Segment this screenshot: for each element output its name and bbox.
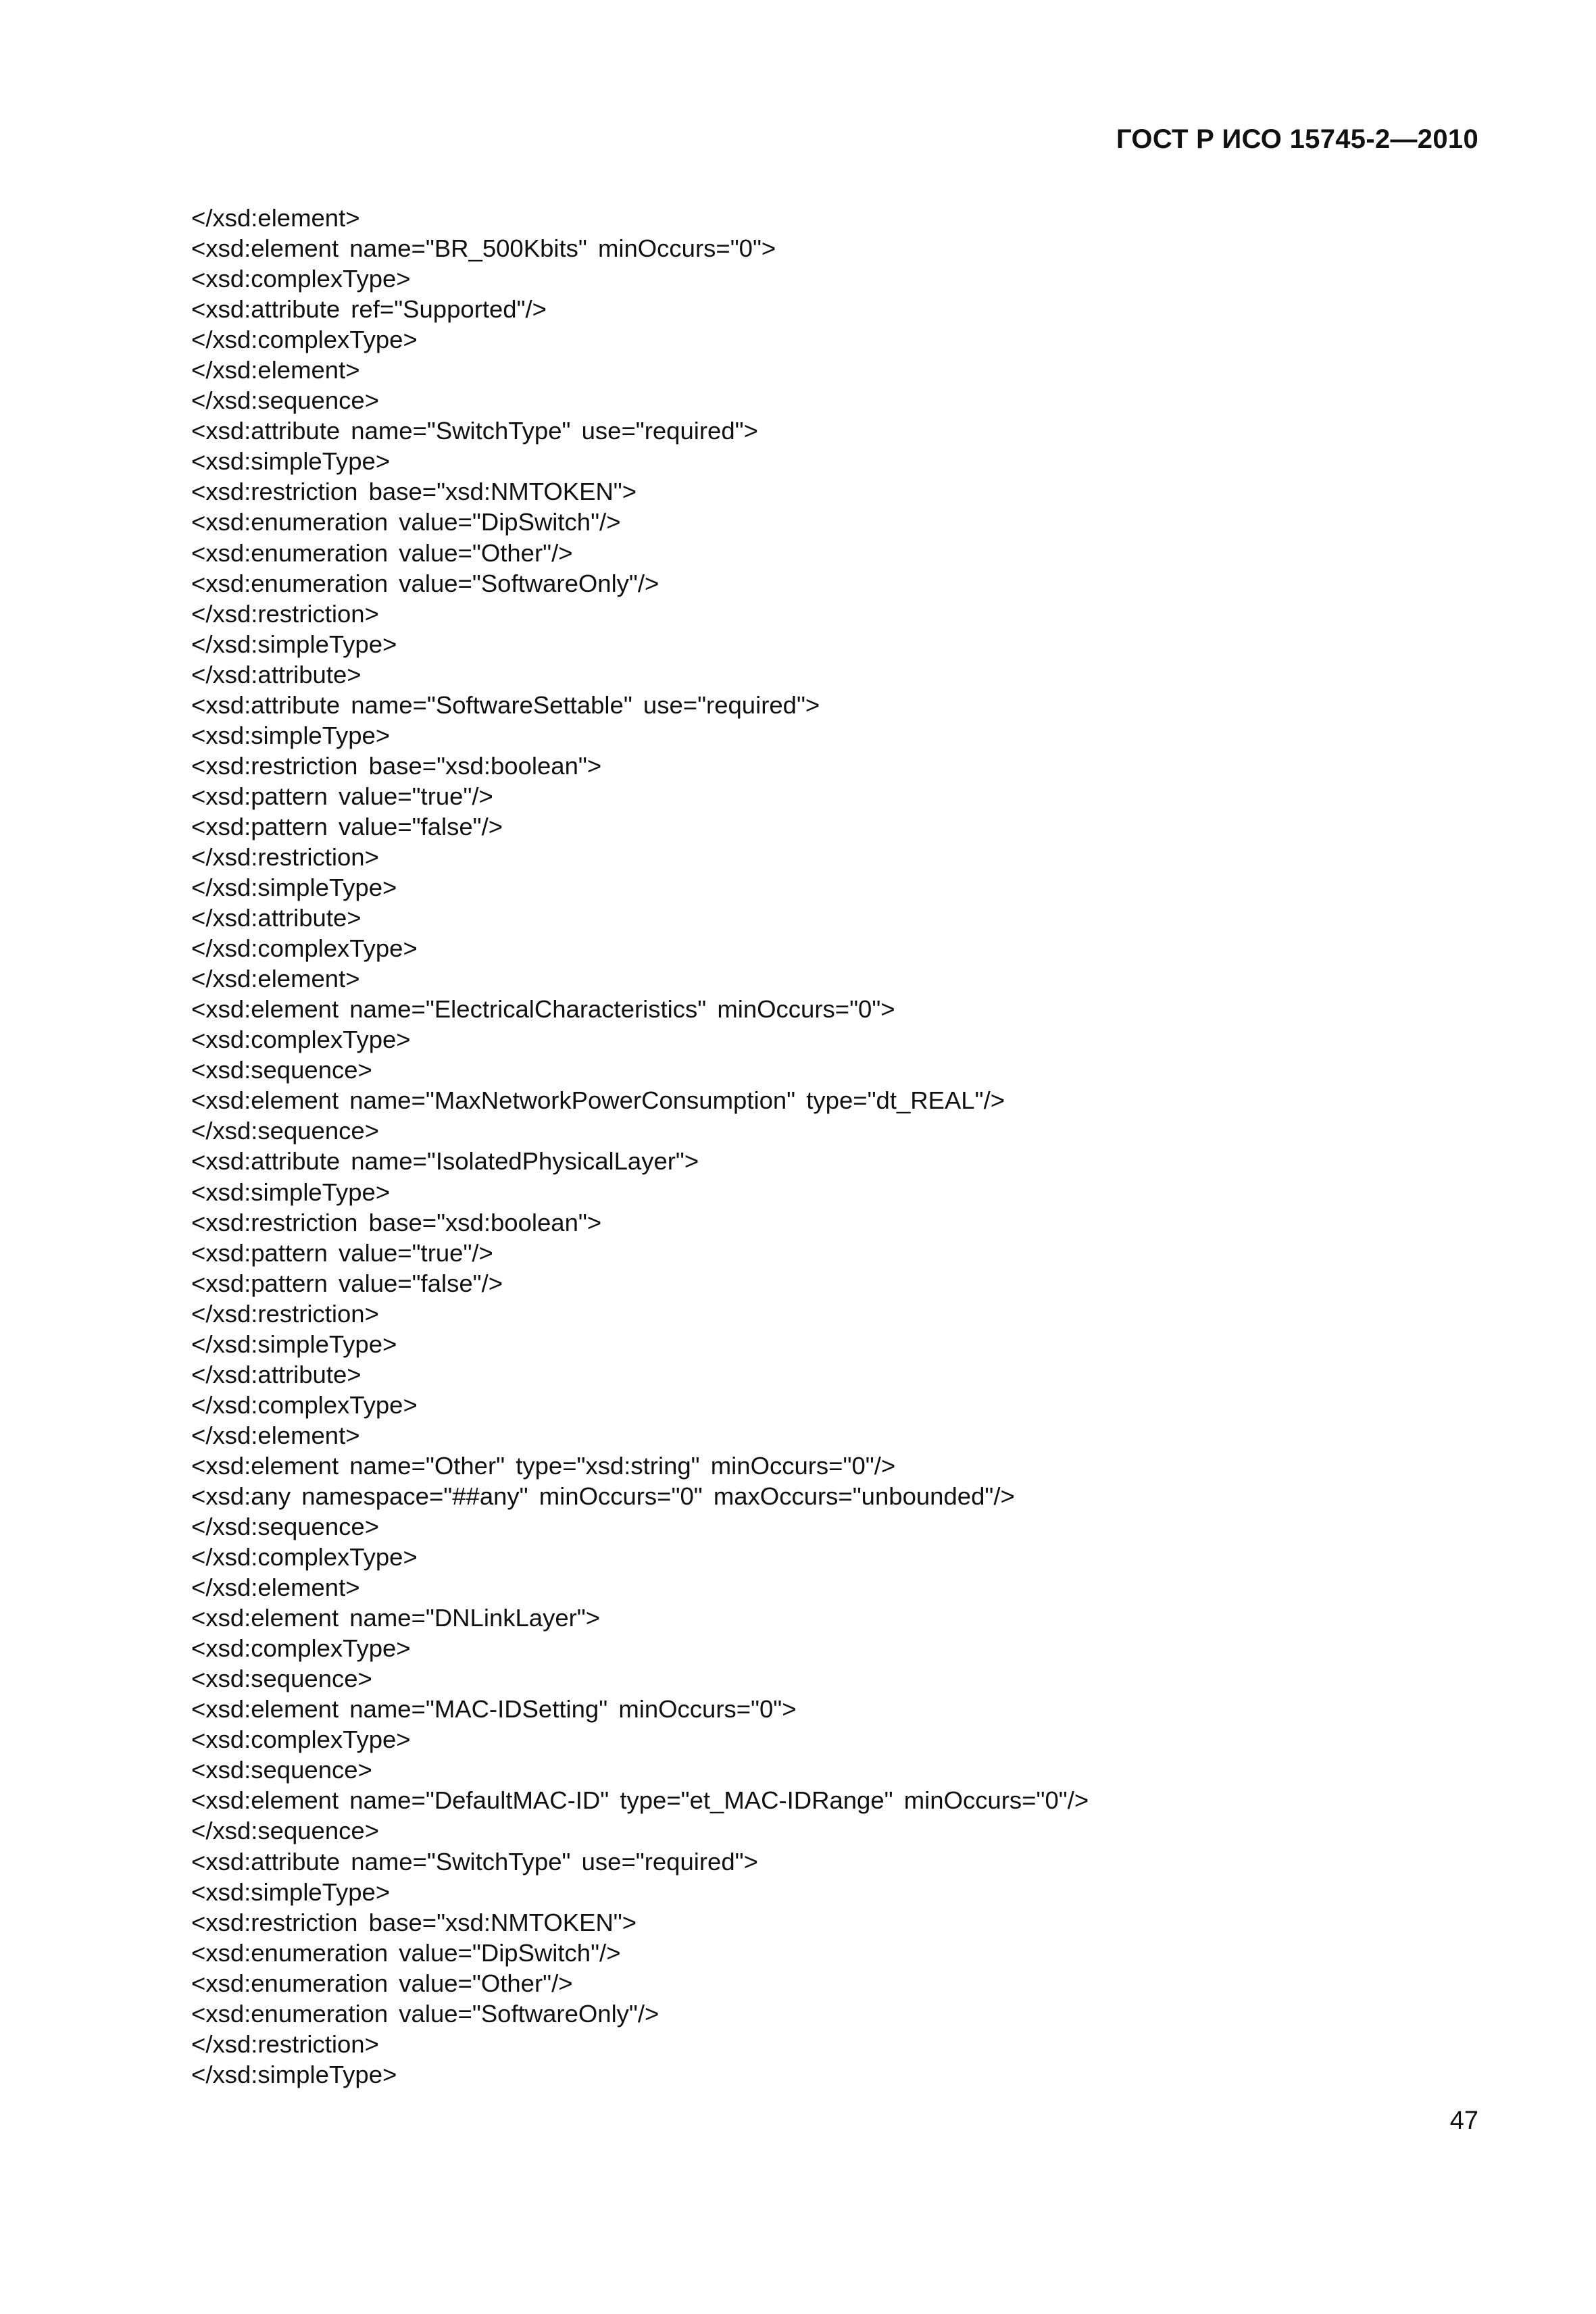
- code-line: </xsd:attribute>: [191, 1360, 361, 1388]
- code-line: </xsd:complexType>: [191, 934, 418, 963]
- xsd-code-listing: [191, 203, 1509, 2090]
- code-line: <xsd:element name="Other" type="xsd:string" minOccurs="0"/>: [191, 1451, 896, 1480]
- code-line: <xsd:complexType>: [191, 1634, 411, 1663]
- code-line: </xsd:restriction>: [191, 2030, 379, 2058]
- code-line: </xsd:simpleType>: [191, 2060, 397, 2088]
- code-line: <xsd:attribute name="SwitchType" use="required">: [191, 1847, 758, 1876]
- code-line: <xsd:attribute name="IsolatedPhysicalLayer">: [191, 1147, 699, 1176]
- code-line: <xsd:pattern value="false"/>: [191, 812, 503, 840]
- code-line: <xsd:complexType>: [191, 1026, 411, 1054]
- code-line: <xsd:sequence>: [191, 1056, 372, 1084]
- code-line: <xsd:simpleType>: [191, 721, 391, 749]
- code-line: </xsd:restriction>: [191, 599, 379, 628]
- code-line: <xsd:pattern value="false"/>: [191, 1269, 503, 1297]
- code-line: <xsd:complexType>: [191, 265, 411, 293]
- code-line: </xsd:element>: [191, 356, 360, 384]
- code-line: </xsd:element>: [191, 965, 360, 993]
- code-line: <xsd:any namespace="##any" minOccurs="0" maxOccurs="unbounded"/>: [191, 1482, 1015, 1510]
- code-line: <xsd:restriction base="xsd:boolean">: [191, 751, 602, 780]
- code-line: </xsd:complexType>: [191, 1543, 418, 1571]
- code-line: <xsd:pattern value="true"/>: [191, 782, 493, 810]
- document-header: ГОСТ Р ИСО 15745-2—2010: [1116, 124, 1478, 154]
- code-line: <xsd:enumeration value="SoftwareOnly"/>: [191, 569, 659, 597]
- code-line: <xsd:simpleType>: [191, 447, 391, 476]
- code-line: <xsd:restriction base="xsd:NMTOKEN">: [191, 478, 637, 506]
- code-line: </xsd:complexType>: [191, 1390, 418, 1419]
- code-line: <xsd:enumeration value="DipSwitch"/>: [191, 508, 621, 536]
- code-line: </xsd:sequence>: [191, 1513, 380, 1541]
- code-line: <xsd:enumeration value="Other"/>: [191, 1969, 573, 1997]
- code-line: </xsd:restriction>: [191, 1299, 379, 1328]
- code-line: <xsd:attribute name="SoftwareSettable" use="required">: [191, 690, 820, 719]
- code-line: <xsd:complexType>: [191, 1726, 411, 1754]
- code-line: </xsd:simpleType>: [191, 1330, 397, 1358]
- code-line: <xsd:element name="MAC-IDSetting" minOccurs="0">: [191, 1695, 797, 1724]
- code-line: <xsd:attribute name="SwitchType" use="required">: [191, 417, 758, 445]
- code-line: </xsd:element>: [191, 1421, 360, 1449]
- code-line: <xsd:enumeration value="SoftwareOnly"/>: [191, 1999, 659, 2028]
- code-line: <xsd:restriction base="xsd:NMTOKEN">: [191, 1908, 637, 1936]
- code-line: </xsd:element>: [191, 204, 360, 232]
- code-line: <xsd:element name="BR_500Kbits" minOccurs="0">: [191, 234, 776, 263]
- code-line: <xsd:element name="ElectricalCharacteristics" minOccurs="0">: [191, 995, 895, 1024]
- code-line: <xsd:simpleType>: [191, 1878, 391, 1906]
- code-line: <xsd:attribute ref="Supported"/>: [191, 295, 547, 324]
- code-line: </xsd:sequence>: [191, 1117, 380, 1145]
- code-line: <xsd:sequence>: [191, 1756, 372, 1784]
- code-line: <xsd:pattern value="true"/>: [191, 1238, 493, 1267]
- code-line: </xsd:simpleType>: [191, 630, 397, 658]
- code-line: <xsd:restriction base="xsd:boolean">: [191, 1208, 602, 1236]
- code-line: </xsd:simpleType>: [191, 874, 397, 902]
- code-line: </xsd:element>: [191, 1574, 360, 1602]
- code-line: <xsd:element name="DNLinkLayer">: [191, 1604, 601, 1632]
- code-line: <xsd:element name="MaxNetworkPowerConsumption" type="dt_REAL"/>: [191, 1086, 1005, 1115]
- page-number: 47: [1449, 2107, 1478, 2135]
- code-line: <xsd:enumeration value="Other"/>: [191, 538, 573, 567]
- code-line: <xsd:element name="DefaultMAC-ID" type="et_MAC-IDRange" minOccurs="0"/>: [191, 1786, 1089, 1815]
- code-line: </xsd:attribute>: [191, 904, 361, 932]
- code-line: </xsd:sequence>: [191, 386, 380, 415]
- code-line: </xsd:restriction>: [191, 842, 379, 871]
- code-line: <xsd:simpleType>: [191, 1178, 391, 1206]
- code-line: <xsd:sequence>: [191, 1665, 372, 1693]
- code-line: </xsd:complexType>: [191, 326, 418, 354]
- code-line: <xsd:enumeration value="DipSwitch"/>: [191, 1938, 621, 1967]
- code-line: </xsd:attribute>: [191, 660, 361, 688]
- code-line: </xsd:sequence>: [191, 1817, 380, 1845]
